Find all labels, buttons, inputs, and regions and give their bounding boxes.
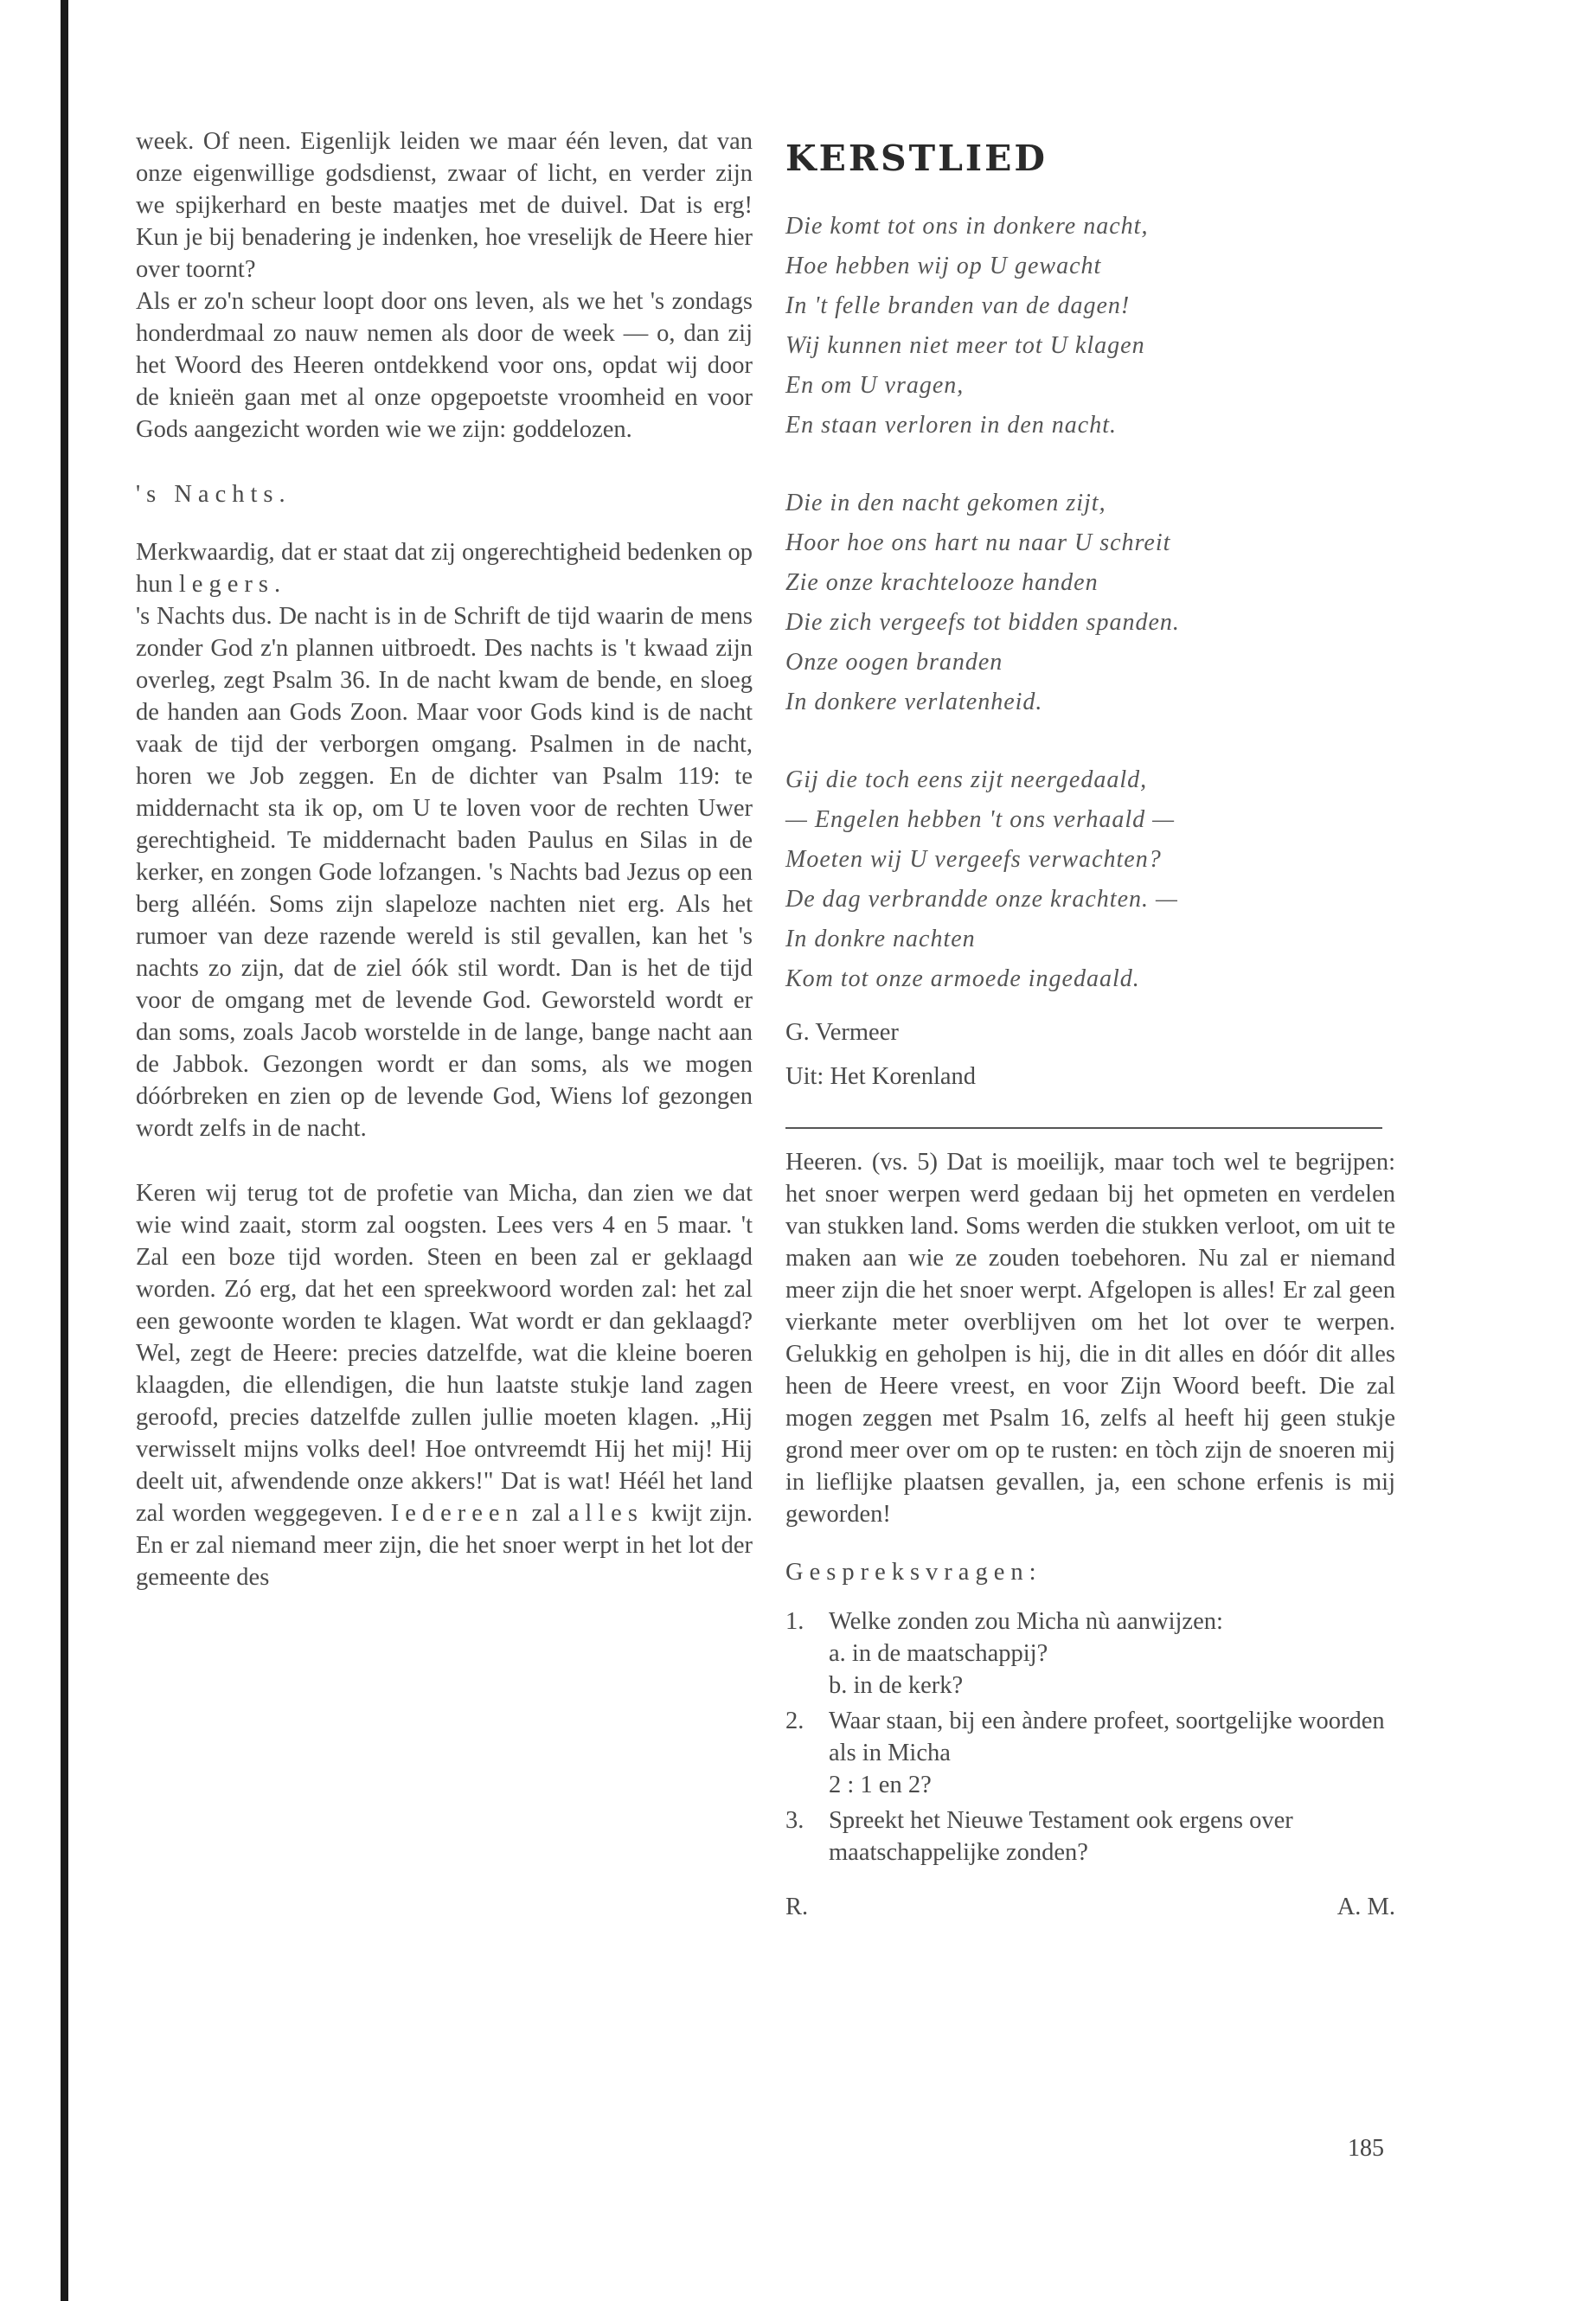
poem-title: kerstlied — [785, 124, 1048, 183]
paragraph: week. Of neen. Eigenlijk leiden we maar één leven, dat van onze eigenwillige godsdienst, zwaar of licht, en verder zijn we spijkerhard en beste maatjes met de duivel. Dat is erg! Kun je bij benadering je indenken, hoe vreselijk de Heere hier over toornt? — [136, 128, 753, 283]
poem-line: In donkere verlatenheid. — [785, 689, 1043, 715]
question-number: 2. — [785, 1708, 804, 1734]
question-number: 3. — [785, 1807, 804, 1834]
question-item — [785, 1804, 1395, 1868]
poem-line: Onze oogen branden — [785, 649, 1003, 676]
right-column — [785, 125, 1395, 1923]
poem-stanza — [785, 760, 1395, 999]
paragraph: Als er zo'n scheur loopt door ons leven, als we het 's zondags honderdmaal zo nauw nemen als door de week — o, dan zij het Woord des Heeren ontdekkend voor ons, opdat wij door de knieën gaan met al onze opgepoetste vroomheid en voor Gods aangezicht worden wie we zijn: goddelozen. — [136, 288, 753, 443]
left-column — [136, 125, 753, 1593]
paragraph: Merkwaardig, dat er staat dat zij ongerechtigheid bedenken op hun legers. — [136, 539, 753, 598]
question-number: 1. — [785, 1608, 804, 1635]
poem-line: De dag verbrandde onze krachten. — — [785, 886, 1178, 913]
poem-line: Hoor hoe ons hart nu naar U schreit — [785, 529, 1171, 556]
signature-row — [785, 1891, 1395, 1923]
paragraph: Keren wij terug tot de profetie van Micha, dan zien we dat wie wind zaait, storm zal oogsten. Lees vers 4 en 5 maar. 't Zal een boze tijd worden. Steen en been zal er geklaagd worden. Zó erg, dat het een spreekwoord worden zal: het zal een gewoonte worden te klagen. Wat wordt er dan geklaagd? Wel, zegt de Heere: precies datzelfde, wat die kleine boeren klaagden, die ellendigen, die hun laatste stukje land zagen geroofd, precies datzelfde zullen jullie moeten klagen. „Hij verwisselt mijns volks deel! Hoe ontvreemdt Hij het mij! Hij deelt uit, afwendende onze akkers!" Dat is wat! Héél het land zal worden weggegeven. Iedereen zal alles kwijt zijn. En er zal niemand meer zijn, die het snoer werpt in het lot der gemeente des — [136, 1180, 753, 1591]
poem-line: En om U vragen, — [785, 372, 965, 399]
section-heading-nachts: 's Nachts. — [136, 481, 292, 508]
question-list — [785, 1606, 1395, 1868]
question-text: Welke zonden zou Micha nù aanwijzen: — [829, 1608, 1223, 1635]
paragraph: Heeren. (vs. 5) Dat is moeilijk, maar toch wel te begrijpen: het snoer werpen werd gedaan bij het opmeten en verdelen van stukken land. Soms werden die stukken verloot, om uit te maken aan wie ze zouden toebehoren. Nu zal er niemand meer zijn die het snoer werpt. Afgelopen is alles! Er zal geen vierkante meter overblijven om het lot over te werpen. Gelukkig en geholpen is hij, die in dit alles en dóór dit alles heen de Heere vreest, en voor Zijn Woord beeft. Die zal mogen zeggen met Psalm 16, zelfs al heeft hij geen stukje grond meer over om op te rusten: en tòch zijn de snoeren mij in lieflijke plaatsen gevallen, ja, een schone erfenis is mij geworden! — [785, 1149, 1395, 1528]
poem-line: Kom tot onze armoede ingedaald. — [785, 965, 1140, 992]
question-subitem: a. in de maatschappij? — [829, 1640, 1048, 1667]
signature-left: R. — [785, 1894, 809, 1920]
poem-line: Die in den nacht gekomen zijt, — [785, 490, 1106, 516]
poem-line: Zie onze krachtelooze handen — [785, 569, 1099, 596]
poem-line: Die zich vergeefs tot bidden spanden. — [785, 609, 1180, 636]
poem-line: Die komt tot ons in donkere nacht, — [785, 213, 1149, 240]
question-text: Spreekt het Nieuwe Testament ook ergens over maatschappelijke zonden? — [829, 1807, 1293, 1866]
question-item — [785, 1705, 1395, 1801]
poem-line: Moeten wij U vergeefs verwachten? — [785, 846, 1162, 873]
poem-line: In donkre nachten — [785, 926, 976, 952]
paragraph: 's Nachts dus. De nacht is in de Schrift de tijd waarin de mens zonder God z'n plannen uitbroedt. Des nachts is 't kwaad zijn overleg, zegt Psalm 36. In de nacht kwam de bende, en sloeg de handen aan Gods Zoon. Maar voor Gods kind is de nacht vaak de tijd der verborgen omgang. Psalmen in de nacht, horen we Job zeggen. En de dichter van Psalm 119: te middernacht sta ik op, om U te loven voor de rechten Uwer gerechtigheid. Te middernacht baden Paulus en Silas in de kerker, en zongen Gode lofzangen. 's Nachts bad Jezus op een berg alléén. Soms zijn slapeloze nachten niet erg. Als het rumoer van deze razende wereld is stil gevallen, kan het 's nachts zo zijn, dat de ziel óók stil wordt. Dan is het de tijd voor de omgang met de levende God. Geworsteld wordt er dan soms, zoals Jacob worstelde in de lange, bange nacht aan de Jabbok. Gezongen wordt er dan soms, als we mogen dóórbreken en zien op de levende God, Wiens lof gezongen wordt zelfs in de nacht. — [136, 603, 753, 1142]
poem-line: — Engelen hebben 't ons verhaald — — [785, 806, 1176, 833]
scan-edge-bar — [61, 0, 68, 2301]
poem-line: In 't felle branden van de dagen! — [785, 292, 1131, 319]
poem-stanza — [785, 207, 1395, 445]
question-subitem: b. in de kerk? — [829, 1672, 964, 1699]
question-subitem: 2 : 1 en 2? — [829, 1772, 932, 1798]
poem-source: Uit: Het Korenland — [785, 1063, 977, 1090]
poem-author: G. Vermeer — [785, 1019, 899, 1046]
poem-line: Hoe hebben wij op U gewacht — [785, 253, 1102, 279]
poem-line: Wij kunnen niet meer tot U klagen — [785, 332, 1145, 359]
poem-line: Gij die toch eens zijt neergedaald, — [785, 766, 1148, 793]
signature-right: A. M. — [1336, 1894, 1395, 1920]
poem-body — [785, 207, 1395, 999]
divider-rule — [785, 1127, 1382, 1129]
question-text: Waar staan, bij een àndere profeet, soortgelijke woorden als in Micha — [829, 1708, 1385, 1766]
poem-line: En staan verloren in den nacht. — [785, 412, 1118, 439]
questions-heading: Gespreksvragen: — [785, 1559, 1042, 1586]
question-item — [785, 1606, 1395, 1702]
poem-stanza — [785, 484, 1395, 722]
page-number: 185 — [1348, 2135, 1384, 2162]
